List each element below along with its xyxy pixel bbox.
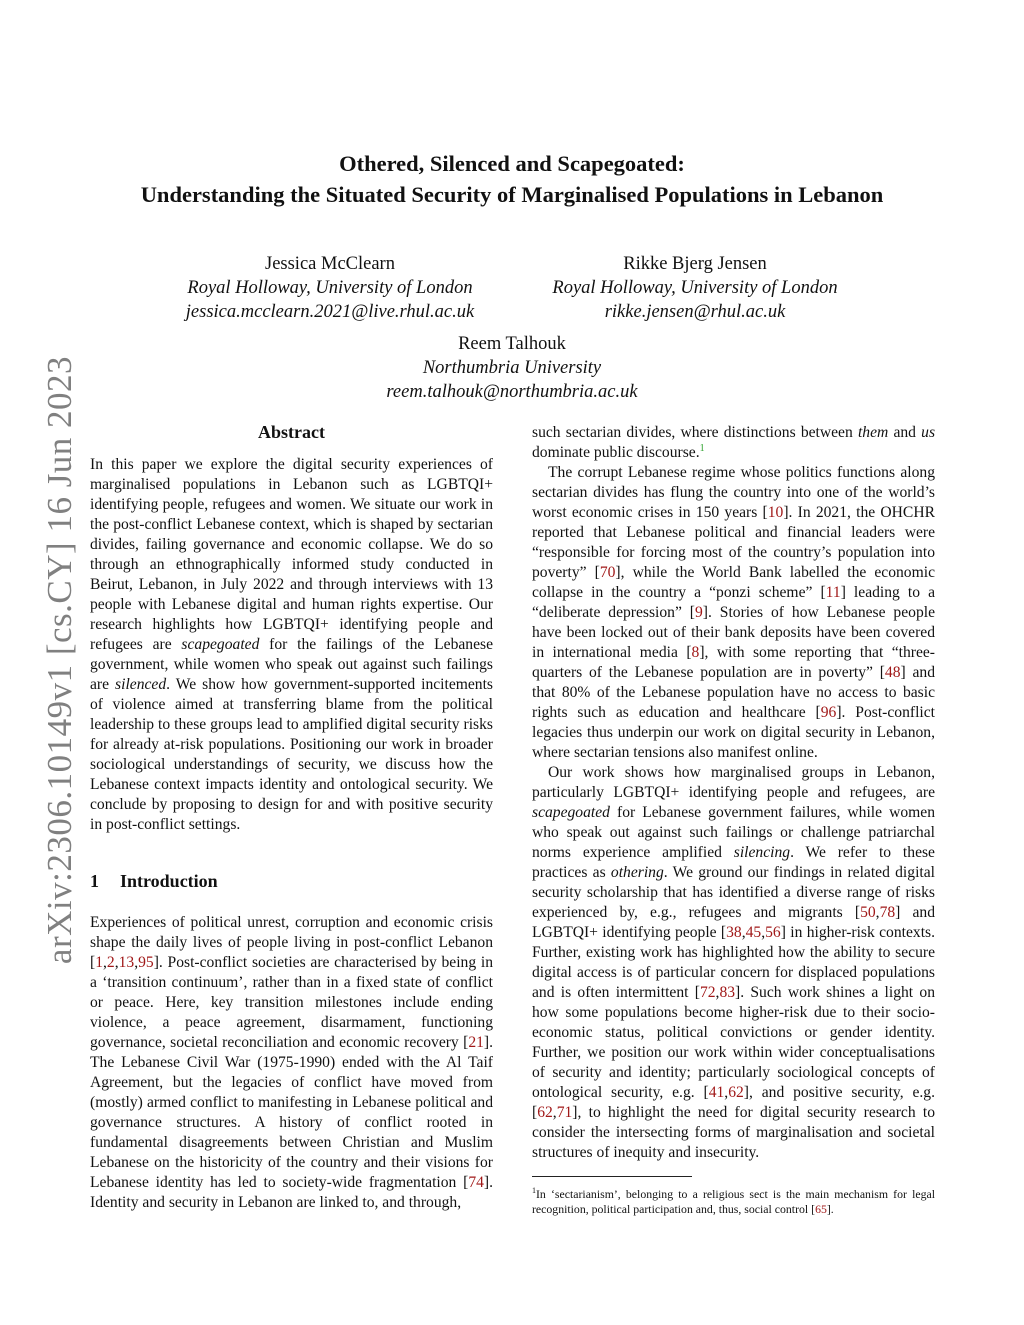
citation-link[interactable]: 8 <box>691 644 700 661</box>
citation-link[interactable]: 70 <box>599 564 616 581</box>
author-block-3 <box>322 332 702 404</box>
author-block-2 <box>505 252 885 324</box>
title-line-2: Understanding the Situated Security of Marginalised Populations in Lebanon <box>140 182 884 207</box>
footnote-link[interactable]: 1 <box>699 442 705 454</box>
body-paragraph-2: The corrupt Lebanese regime whose politics functions along sectarian divides has flung the country into one of the world’s worst economic crises in 150 years [10]. In 2021, the OHCHR reported that Lebanese political and financial leaders were “responsible for forcing most of the country’s population into poverty” [70], while the World Bank labelled the economic collapse in the country a “ponzi scheme” [11] leading to a “deliberate depression” [9]. Stories of how Lebanese people have been locked out of their bank deposits have been covered in international media [8], with some reporting that “three-quarters of the Lebanese population are in poverty” [48] and that 80% of the Lebanese population have no access to basic rights such as education and healthcare [96]. Post-conflict legacies thus underpin our work on digital security in Lebanon, where sectarian tensions also manifest online. <box>532 464 935 761</box>
body-paragraph-3: Our work shows how marginalised groups in Lebanon, particularly LGBTQI+ identifying people and refugees, are scapegoated for Lebanese government failures, while women who speak out against such failings or challenge patriarchal norms experience amplified silencing. We refer to these practices as othering. We ground our findings in related digital security scholarship that has identified a diverse range of risks experienced by, e.g., refugees and migrants [50,78] and LGBTQI+ identifying people [38,45,56] in higher-risk contexts. Further, existing work has highlighted how the ability to secure digital access is of particular concern for displaced populations and is often intermittent [72,83]. Such work shines a light on how some populations become higher-risk due to their socio-economic status, political convictions or gender identity. Further, we position our work within wider conceptualisations of security and identity; particularly sociological concepts of ontological security, e.g. [41,62], and positive security, e.g. [62,71], to highlight the need for digital security research to consider the intersecting forms of marginalisation and societal structures of inequity and insecurity. <box>532 764 935 1161</box>
citation-link[interactable]: 95 <box>138 954 154 971</box>
citation-link[interactable]: 21 <box>468 1034 484 1051</box>
title-line-1: Othered, Silenced and Scapegoated: <box>339 151 685 176</box>
left-column <box>90 420 493 1213</box>
author-affiliation: Royal Holloway, University of London <box>187 278 473 298</box>
footnote: $^1$In ‘sectarianism’, belonging to a religious sect is the main mechanism for legal recognition, political participation and, thus, social control [65]. <box>532 1186 935 1216</box>
citation-link[interactable]: 74 <box>468 1174 484 1191</box>
author-email: rikke.jensen@rhul.ac.uk <box>604 302 786 322</box>
author-email: jessica.mcclearn.2021@live.rhul.ac.uk <box>185 302 475 322</box>
footnote-divider <box>532 1176 692 1177</box>
citation-link[interactable]: 62 <box>728 1084 744 1101</box>
citation-link[interactable]: 13 <box>118 954 135 971</box>
arxiv-identifier: arXiv:2306.10149v1 [cs.CY] 16 Jun 2023 <box>40 355 79 965</box>
citation-link[interactable]: 96 <box>820 704 837 721</box>
citation-link[interactable]: 9 <box>695 604 703 621</box>
author-block-1 <box>140 252 520 324</box>
citation-link[interactable]: 65 <box>815 1201 827 1216</box>
section-heading-introduction: 1 Introduction <box>90 871 218 891</box>
citation-link[interactable]: 45 <box>745 924 762 941</box>
body-paragraph-1: such sectarian divides, where distinctions between them and us dominate public discourse.$^1$ <box>532 424 936 461</box>
citation-link[interactable]: 50 <box>860 904 876 921</box>
citation-link[interactable]: 78 <box>879 904 896 921</box>
paper-title <box>0 148 1024 210</box>
abstract-heading: Abstract <box>258 422 325 442</box>
author-affiliation: Royal Holloway, University of London <box>552 278 838 298</box>
citation-link[interactable]: 41 <box>708 1084 725 1101</box>
citation-link[interactable]: 71 <box>556 1104 573 1121</box>
right-column <box>532 423 935 1217</box>
author-name: Reem Talhouk <box>458 334 566 354</box>
citation-link[interactable]: 2 <box>106 954 115 971</box>
introduction-paragraph: Experiences of political unrest, corruption and economic crisis shape the daily lives of people living in post-conflict Lebanon [1,2,13,95]. Post-conflict societies are characterised by being in a ‘transition continuum’, rather than in a fixed state of conflict or peace. Here, key transition milestones include ending violence, a peace agreement, disarmament, functioning governance, societal reconciliation and economic recovery [21]. The Lebanese Civil War (1975-1990) ended with the Al Taif Agreement, but the legacies of conflict have moved from (mostly) armed conflict to manifesting in Lebanese political and governance structures. A history of conflict rooted in fundamental disagreements between Christian and Muslim Lebanese on the historicity of the country and their visions for Lebanese identity has led to society-wide fragmentation [74]. Identity and security in Lebanon are linked to, and through, <box>90 914 493 1211</box>
citation-link[interactable]: 83 <box>719 984 736 1001</box>
author-name: Rikke Bjerg Jensen <box>623 254 767 274</box>
author-name: Jessica McClearn <box>265 254 395 274</box>
citation-link[interactable]: 1 <box>95 954 103 971</box>
author-affiliation: Northumbria University <box>422 358 602 378</box>
citation-link[interactable]: 48 <box>884 664 901 681</box>
citation-link[interactable]: 56 <box>765 924 781 941</box>
citation-link[interactable]: 11 <box>825 584 841 601</box>
citation-link[interactable]: 72 <box>699 984 716 1001</box>
citation-link[interactable]: 38 <box>726 924 742 941</box>
author-email: reem.talhouk@northumbria.ac.uk <box>386 382 638 402</box>
citation-link[interactable]: 62 <box>537 1104 553 1121</box>
citation-link[interactable]: 10 <box>767 504 784 521</box>
abstract-text: In this paper we explore the digital security experiences of marginalised populations in Lebanon such as LGBTQI+ identifying people, refugees and women. We situate our work in the post-conflict Lebanese context, which is shaped by sectarian divides, failing governance and economic collapse. We do so through an ethnographically informed study conducted in Beirut, Lebanon, in July 2022 and through interviews with 13 people with Lebanese digital and human rights expertise. Our research highlights how LGBTQI+ identifying people and refugees are scapegoated for the failings of the Lebanese government, while women who speak out against such failings are silenced. We show how government-supported incitements of violence aimed at transferring blame from the political leadership to these groups lead to amplified digital security risks for already at-risk populations. Positioning our work in broader sociological understandings of security, we discuss how the Lebanese context impacts identity and ontological security. We conclude by proposing to design for and with positive security in post-conflict settings. <box>90 456 493 833</box>
